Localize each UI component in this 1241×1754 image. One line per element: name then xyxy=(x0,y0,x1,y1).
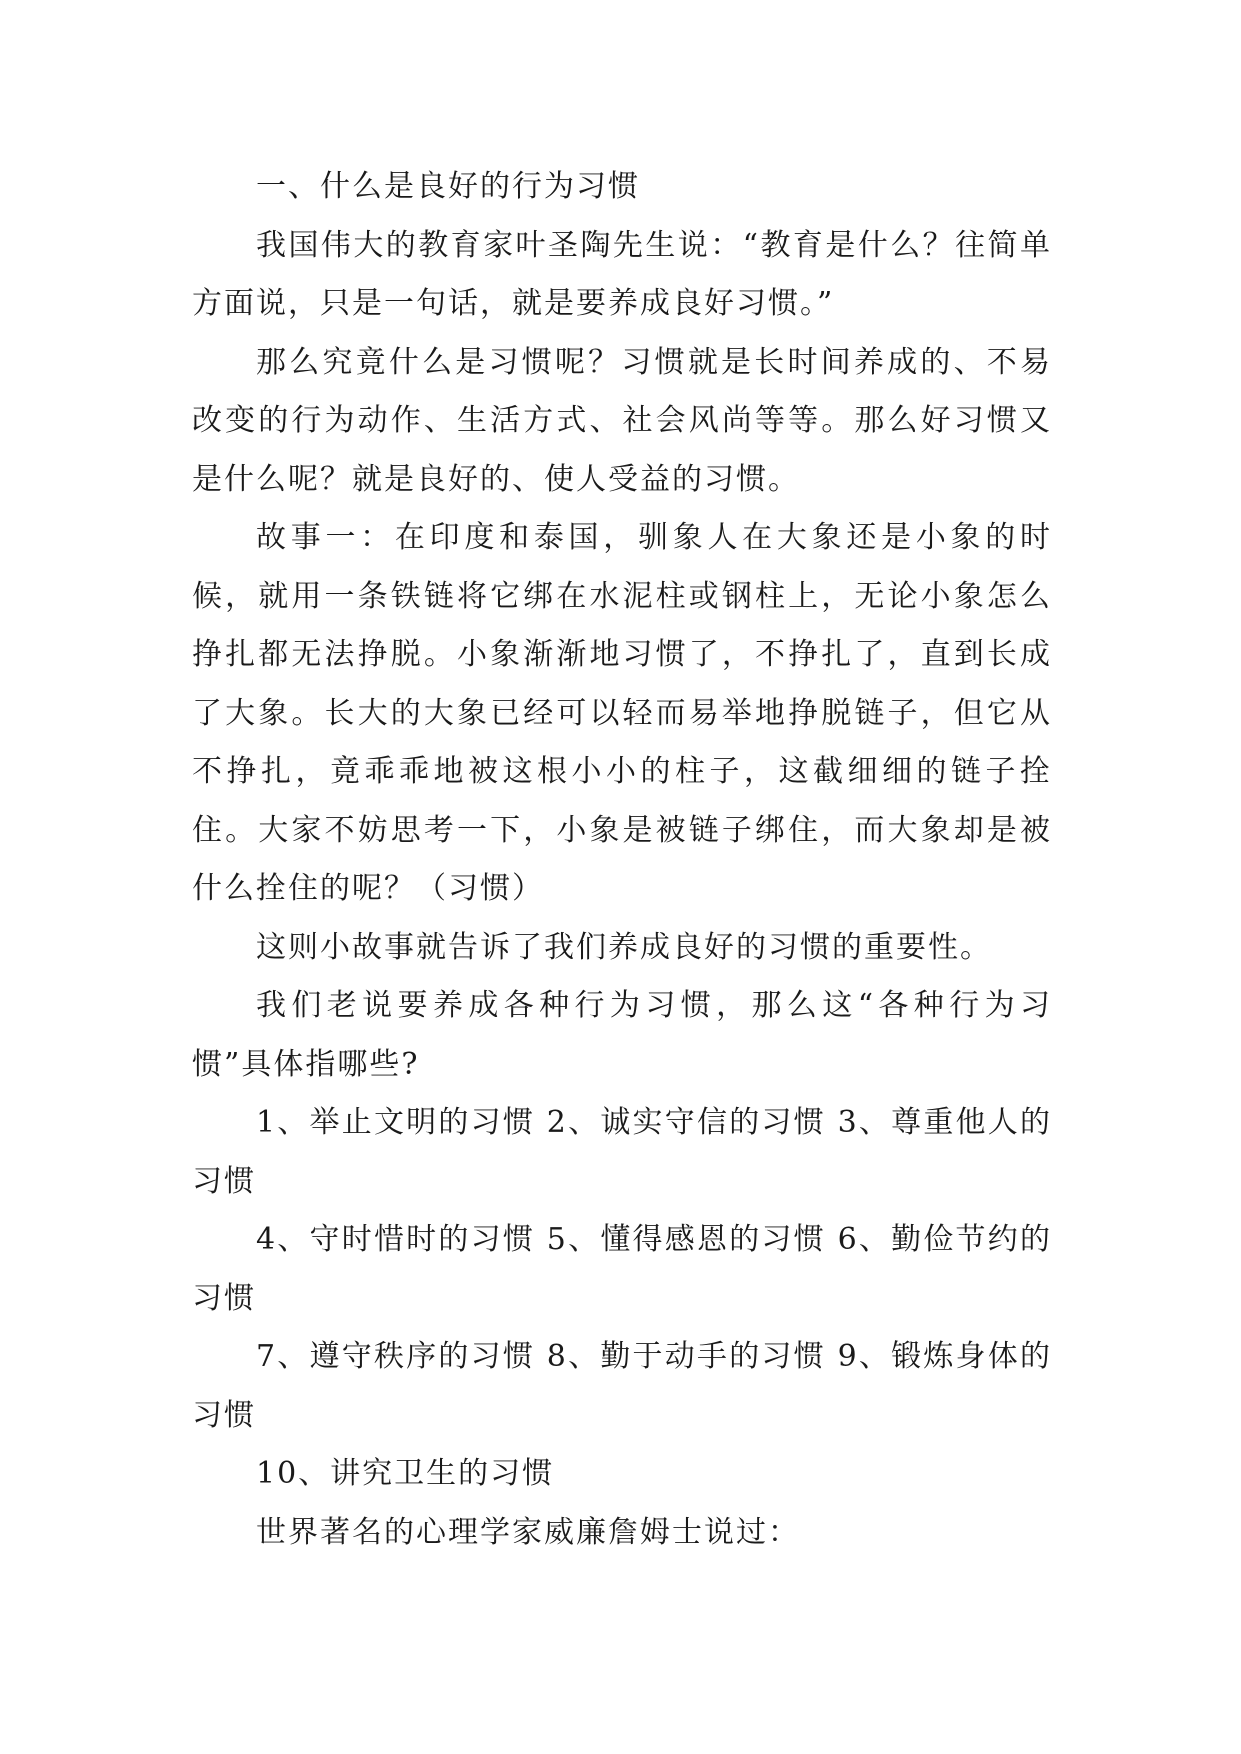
paragraph-definition: 那么究竟什么是习惯呢？习惯就是长时间养成的、不易改变的行为动作、生活方式、社会风尚等等。那么好习惯又是什么呢？就是良好的、使人受益的习惯。 xyxy=(192,344,1052,497)
paragraph-closing: 世界著名的心理学家威廉詹姆士说过： xyxy=(256,1514,800,1550)
habit-list-item: 1、举止文明的习惯 2、诚实守信的习惯 3、尊重他人的习惯 xyxy=(192,1105,1052,1199)
habit-list-item: 10、讲究卫生的习惯 xyxy=(256,1456,555,1491)
document-page xyxy=(192,158,1052,1562)
habit-list-item: 4、守时惜时的习惯 5、懂得感恩的习惯 6、勤俭节约的习惯 xyxy=(192,1222,1052,1316)
habit-list-item: 7、遵守秩序的习惯 8、勤于动手的习惯 9、锻炼身体的习惯 xyxy=(192,1339,1052,1433)
section-heading: 一、什么是良好的行为习惯 xyxy=(256,169,640,204)
paragraph-question: 我们老说要养成各种行为习惯，那么这“各种行为习惯”具体指哪些? xyxy=(192,988,1052,1082)
paragraph-importance: 这则小故事就告诉了我们养成良好的习惯的重要性。 xyxy=(256,929,992,965)
paragraph-quote: 我国伟大的教育家叶圣陶先生说：“教育是什么？往简单方面说，只是一句话，就是要养成良好习惯。” xyxy=(192,227,1052,321)
paragraph-story: 故事一：在印度和泰国，驯象人在大象还是小象的时候，就用一条铁链将它绑在水泥柱或钢柱上，无论小象怎么挣扎都无法挣脱。小象渐渐地习惯了，不挣扎了，直到长成了大象。长大的大象已经可以轻而易举地挣脱链子，但它从不挣扎，竟乖乖地被这根小小的柱子，这截细细的链子拴住。大家不妨思考一下，小象是被链子绑住，而大象却是被什么拴住的呢？（习惯） xyxy=(192,520,1052,906)
